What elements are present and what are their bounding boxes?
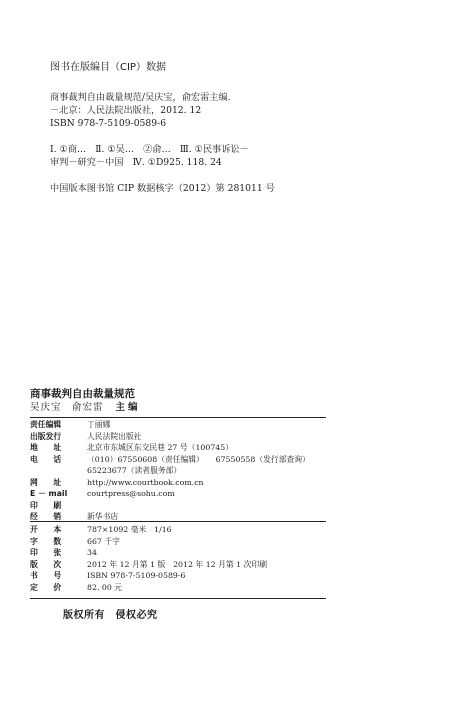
info-row-printer: [30, 500, 326, 512]
price-label: 定 价: [30, 582, 62, 592]
info-row-address: [30, 442, 326, 454]
words-value: 667 千字: [87, 536, 120, 546]
cip-classification-line-continued: 审判－研究－中国 Ⅳ. ①D925. 118. 24: [50, 157, 222, 168]
info-row-email: [30, 488, 326, 500]
copyright-notice: 版权所有 侵权必究: [63, 610, 158, 621]
isbn-label: 书 号: [30, 571, 62, 580]
address-label: 地 址: [30, 443, 62, 452]
book-title: 商事裁判自由裁量规范: [30, 388, 135, 400]
phone-value-continued: 65223677（读者服务部）: [87, 466, 182, 475]
cip-library-number: 中国版本图书馆 CIP 数据核字（2012）第 281011 号: [50, 183, 275, 194]
cip-bibliographic-line: 商事裁判自由裁量规范/吴庆宝，俞宏雷主编.: [50, 92, 231, 103]
editor-value: 丁丽娜: [87, 420, 111, 429]
editor-label: 责任编辑: [30, 420, 62, 429]
phone-label: 电 话: [30, 454, 62, 464]
spec-row-sheets: [30, 547, 326, 559]
publisher-value: 人民法院出版社: [87, 431, 142, 441]
distributor-label: 经 销: [30, 512, 62, 521]
format-value: 787×1092 毫米 1/16: [87, 525, 172, 534]
phone-value: （010）67550608（责任编辑） 67550558（发行部查询）: [87, 454, 310, 464]
cip-isbn: ISBN 978-7-5109-0589-6: [50, 118, 167, 129]
info-row-publisher: [30, 431, 326, 443]
spec-row-words: [30, 536, 326, 548]
cip-publisher-line: －北京：人民法院出版社，2012. 12: [50, 105, 202, 116]
divider: [30, 521, 326, 522]
edition-value: 2012 年 12 月第 1 版 2012 年 12 月第 1 次印刷: [87, 559, 267, 569]
divider: [30, 598, 326, 599]
price-value: 82. 00 元: [87, 582, 123, 592]
website-value: http://www.courtbook.com.cn: [87, 477, 204, 487]
cip-classification-line: Ⅰ. ①商… Ⅱ. ①吴… ②俞… Ⅲ. ①民事诉讼－: [50, 144, 249, 155]
isbn-value: ISBN 978-7-5109-0589-6: [87, 571, 186, 580]
cip-block: [50, 58, 350, 195]
info-row-phone: [30, 454, 326, 466]
edition-label: 版 次: [30, 559, 62, 569]
words-label: 字 数: [30, 536, 62, 546]
info-row-phone-continued: [30, 465, 326, 477]
publisher-info: [30, 419, 326, 523]
address-value: 北京市东城区东交民巷 27 号（100745）: [87, 443, 233, 452]
info-row-editor: [30, 419, 326, 431]
email-label: E － mail: [30, 489, 68, 498]
book-authors: 吴庆宝 俞宏雷: [30, 402, 104, 413]
book-heading: [30, 387, 326, 414]
sheets-label: 印 张: [30, 548, 62, 557]
publisher-label: 出版发行: [30, 431, 62, 441]
spec-row-price: [30, 582, 326, 594]
spec-row-isbn: [30, 570, 326, 582]
spec-row-format: [30, 524, 326, 536]
sheets-value: 34: [87, 548, 97, 557]
specs-info: [30, 524, 326, 593]
book-role: 主编: [115, 402, 141, 413]
printer-label: 印 刷: [30, 500, 62, 510]
distributor-value: 新华书店: [87, 512, 119, 521]
cip-title: 图书在版编目（CIP）数据: [50, 62, 166, 73]
format-label: 开 本: [30, 525, 62, 534]
book-authors-line: [30, 401, 326, 414]
website-label: 网 址: [30, 477, 62, 487]
info-row-website: [30, 477, 326, 489]
email-value: courtpress@sohu.com: [87, 489, 175, 498]
printer-value: [87, 500, 326, 512]
spec-row-edition: [30, 559, 326, 571]
divider: [30, 417, 326, 418]
